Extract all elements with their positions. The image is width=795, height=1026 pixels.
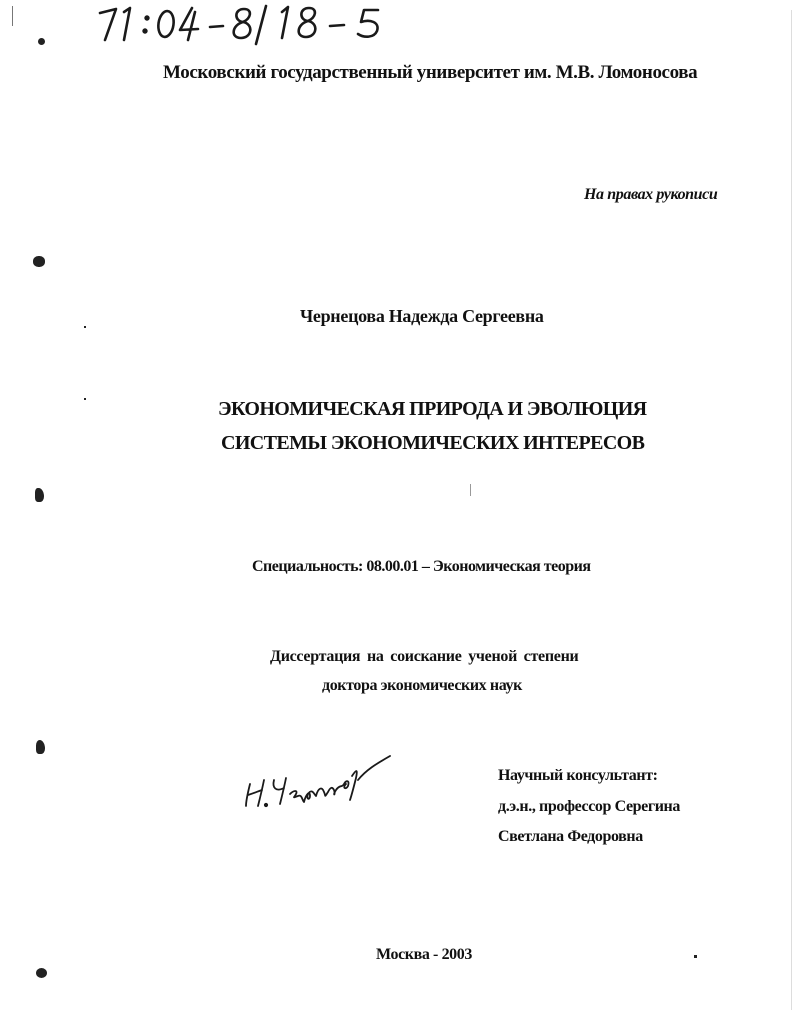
scan-mark — [84, 398, 86, 400]
consultant-name-line-2: Светлана Федоровна — [498, 828, 643, 845]
dissertation-title-line-2: СИСТЕМЫ ЭКОНОМИЧЕСКИХ ИНТЕРЕСОВ — [221, 432, 645, 454]
author-name: Чернецова Надежда Сергеевна — [300, 306, 544, 326]
scan-mark — [38, 38, 45, 45]
dissertation-title-line-1: ЭКОНОМИЧЕСКАЯ ПРИРОДА И ЭВОЛЮЦИЯ — [218, 398, 647, 420]
degree-line-2: доктора экономических наук — [322, 677, 522, 694]
manuscript-rights: На правах рукописи — [584, 186, 718, 203]
scan-mark — [470, 484, 471, 496]
scan-mark — [35, 488, 44, 502]
university-name: Московский государственный университет им. М.В. Ломоносова — [163, 62, 698, 83]
author-signature — [240, 750, 400, 814]
scan-mark — [36, 968, 47, 978]
consultant-name-line-1: д.э.н., профессор Серегина — [498, 798, 680, 815]
scan-mark — [84, 326, 86, 328]
degree-line-1: Диссертация на соискание ученой степени — [270, 648, 579, 665]
specialty: Специальность: 08.00.01 – Экономическая теория — [252, 558, 591, 575]
scan-mark — [36, 740, 45, 754]
scan-mark — [12, 6, 13, 26]
city-year: Москва - 2003 — [376, 946, 472, 963]
scan-mark — [694, 955, 697, 958]
scan-mark — [791, 10, 792, 1010]
consultant-heading: Научный консультант: — [498, 767, 658, 784]
catalog-number-handwritten — [0, 0, 420, 50]
scan-mark — [33, 256, 45, 267]
